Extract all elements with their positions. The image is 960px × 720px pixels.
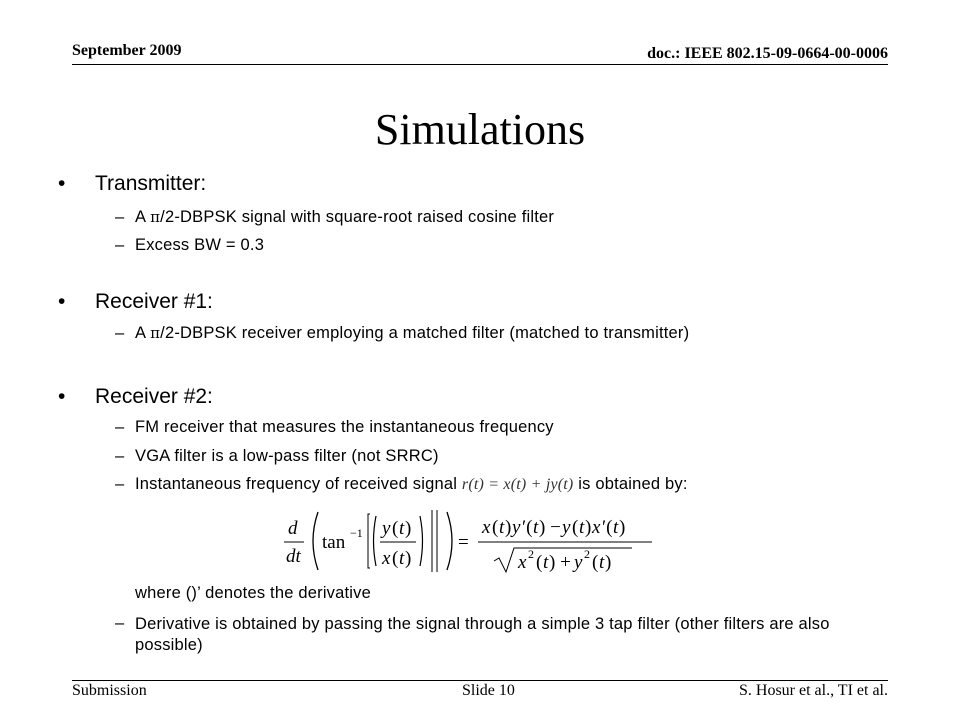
subitem-text: VGA filter is a low-pass filter (not SRRC) xyxy=(135,447,439,465)
svg-text:dt: dt xyxy=(286,546,301,567)
svg-text:tan: tan xyxy=(322,532,346,553)
svg-text:(: ( xyxy=(536,552,543,573)
svg-text:t: t xyxy=(613,517,619,538)
dash-icon: – xyxy=(115,324,125,342)
text-part: is obtained by: xyxy=(573,475,688,493)
svg-text:=: = xyxy=(458,532,469,553)
dash-icon: – xyxy=(115,475,125,493)
svg-text:t: t xyxy=(599,552,605,573)
svg-text:(: ( xyxy=(572,517,579,538)
footer-left: Submission xyxy=(72,682,147,699)
footer-slide-number: Slide 10 xyxy=(462,682,515,699)
svg-text:t: t xyxy=(543,552,549,573)
svg-text:y: y xyxy=(382,518,391,539)
svg-text:(: ( xyxy=(592,552,599,573)
header-date: September 2009 xyxy=(72,42,182,59)
bullet-icon: • xyxy=(58,290,66,313)
text-part: Instantaneous frequency of received signal xyxy=(135,475,462,493)
svg-text:): ) xyxy=(619,517,626,538)
svg-text:) +: ) + xyxy=(549,552,571,573)
svg-text:x: x xyxy=(592,517,601,538)
svg-text:x: x xyxy=(382,548,391,569)
svg-text:): ) xyxy=(405,548,412,569)
svg-text:2: 2 xyxy=(528,547,534,561)
dash-icon: – xyxy=(115,236,125,254)
svg-text:(: ( xyxy=(492,517,499,538)
bullet-icon: • xyxy=(58,172,66,195)
header-doc-id: doc.: IEEE 802.15-09-0664-00-0006 xyxy=(647,45,888,62)
inline-math: r(t) = x(t) + jy(t) xyxy=(461,476,574,493)
svg-text:′(: ′( xyxy=(522,517,533,538)
slide-title: Simulations xyxy=(374,105,586,154)
svg-text:(: ( xyxy=(392,518,399,539)
subitem-text xyxy=(135,475,688,494)
pi-symbol: π xyxy=(150,208,161,226)
svg-text:x: x xyxy=(482,517,491,538)
svg-text:y: y xyxy=(574,552,583,573)
section-label: Transmitter: xyxy=(95,172,207,195)
svg-text:t: t xyxy=(579,517,585,538)
frequency-formula xyxy=(282,504,662,578)
svg-text:t: t xyxy=(533,517,539,538)
subitem-text xyxy=(135,324,689,343)
svg-text:′(: ′( xyxy=(602,517,613,538)
pi-symbol: π xyxy=(150,324,161,342)
subitem-text: FM receiver that measures the instantaneous frequency xyxy=(135,418,554,436)
svg-text:(: ( xyxy=(392,548,399,569)
svg-text:): ) xyxy=(585,517,592,538)
text-part: A xyxy=(135,324,151,342)
svg-text:y: y xyxy=(512,517,521,538)
bullet-icon: • xyxy=(58,385,66,408)
section-label: Receiver #1: xyxy=(95,290,213,313)
svg-text:x: x xyxy=(518,552,527,573)
svg-text:t: t xyxy=(499,517,505,538)
svg-text:): ) xyxy=(505,517,512,538)
subitem-text xyxy=(135,208,554,227)
formula-note: where ()’ denotes the derivative xyxy=(135,584,371,602)
dash-icon: – xyxy=(115,208,125,226)
svg-text:t: t xyxy=(399,518,405,539)
subitem-text: Derivative is obtained by passing the signal through a simple 3 tap filter (other filters are also possible) xyxy=(135,615,830,654)
text-part: A xyxy=(135,208,151,226)
svg-text:t: t xyxy=(399,548,405,569)
footer-right: S. Hosur et al., TI et al. xyxy=(738,682,888,699)
svg-text:d: d xyxy=(288,518,298,539)
svg-text:): ) xyxy=(605,552,612,573)
svg-text:2: 2 xyxy=(584,547,590,561)
svg-text:): ) xyxy=(405,518,412,539)
svg-text:) −: ) − xyxy=(539,517,561,538)
text-part: /2-DBPSK signal with square-root raised cosine filter xyxy=(160,208,555,226)
dash-icon: – xyxy=(115,418,125,436)
subitem-text: Excess BW = 0.3 xyxy=(135,236,265,254)
svg-text:−1: −1 xyxy=(350,526,363,540)
dash-icon: – xyxy=(115,614,125,632)
footer-rule xyxy=(72,680,888,681)
dash-icon: – xyxy=(115,447,125,465)
svg-text:y: y xyxy=(562,517,571,538)
section-label: Receiver #2: xyxy=(95,385,213,408)
text-part: /2-DBPSK receiver employing a matched filter (matched to transmitter) xyxy=(160,324,690,342)
